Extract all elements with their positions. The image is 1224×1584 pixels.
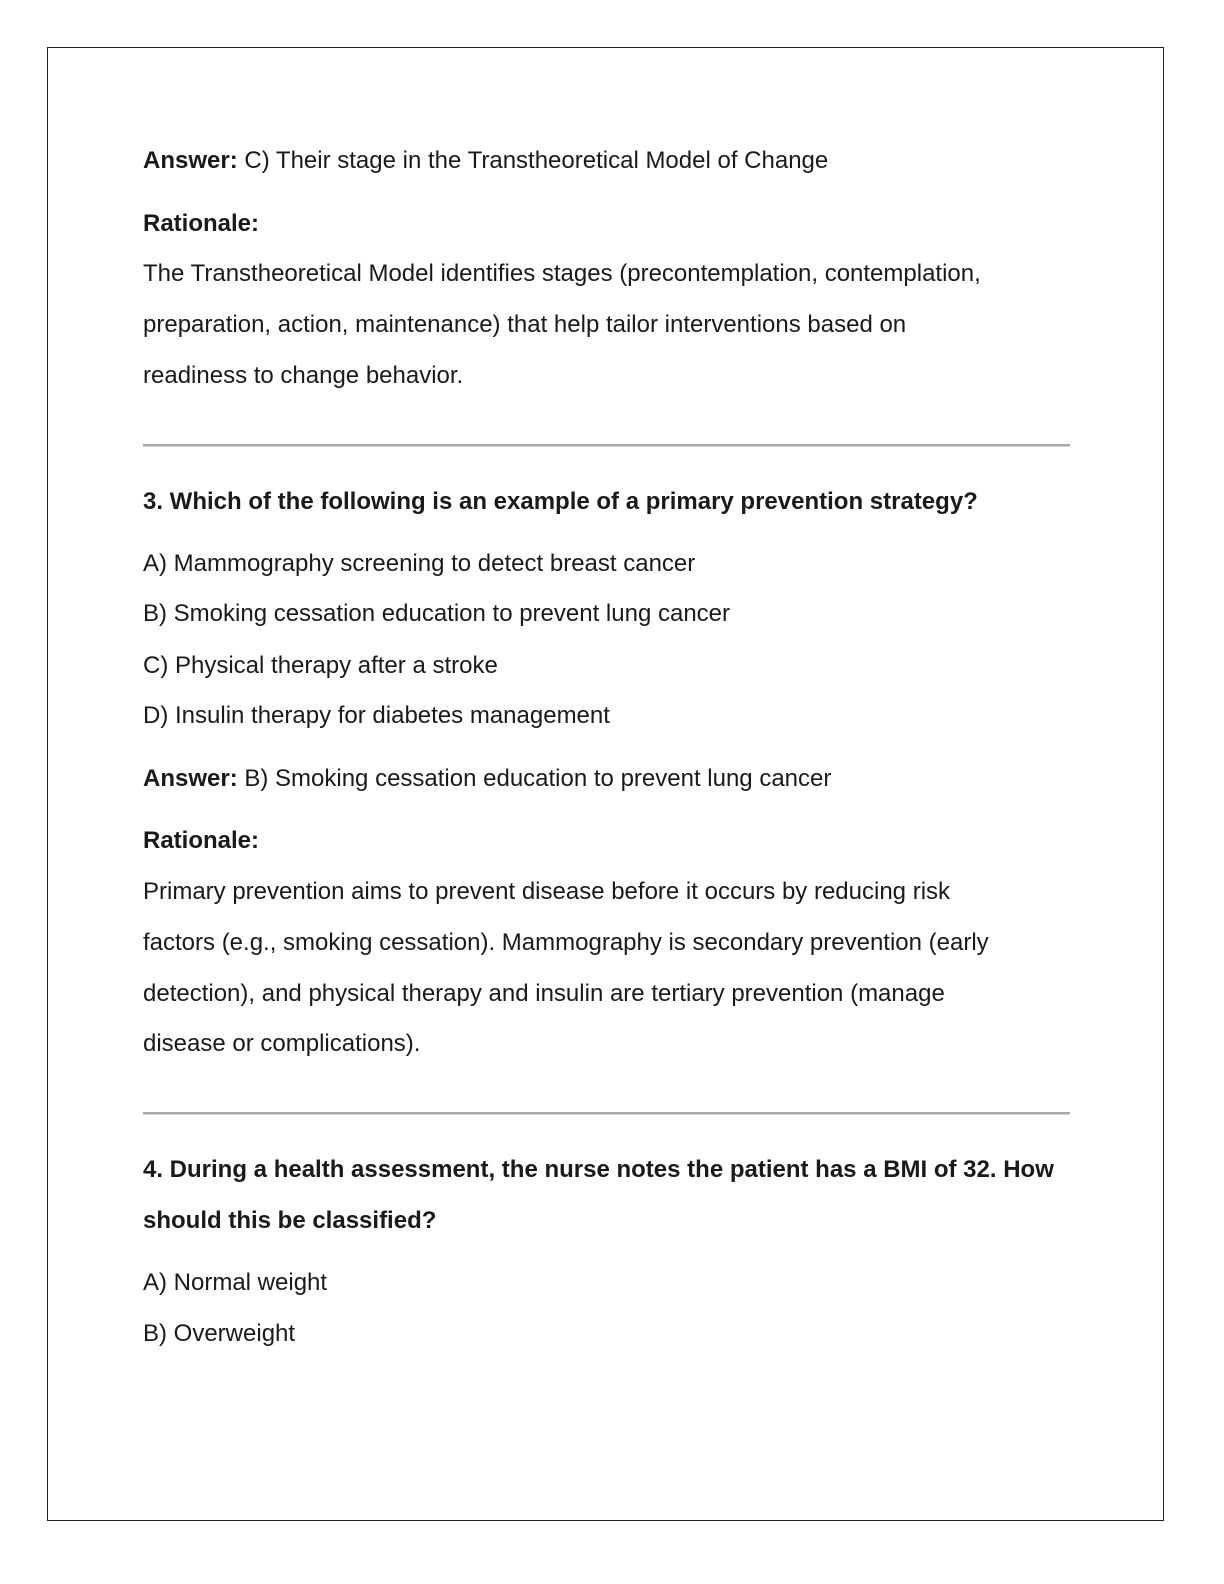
q2-rationale-line: The Transtheoretical Model identifies stages (precontemplation, contemplation, xyxy=(143,260,981,287)
q3-answer-text: B) Smoking cessation education to prevent lung cancer xyxy=(237,765,832,792)
q3-option-a: A) Mammography screening to detect breast cancer xyxy=(143,550,696,577)
q2-answer xyxy=(143,146,828,176)
q3-option-c: C) Physical therapy after a stroke xyxy=(143,652,498,679)
q2-rationale-line: preparation, action, maintenance) that help tailor interventions based on xyxy=(143,311,907,338)
q3-rationale-line: detection), and physical therapy and insulin are tertiary prevention (manage xyxy=(143,980,945,1007)
q4-question-line: 4. During a health assessment, the nurse notes the patient has a BMI of 32. How xyxy=(143,1156,1054,1183)
q3-rationale-label: Rationale: xyxy=(143,827,260,854)
section-divider xyxy=(143,444,1070,447)
q4-option-b: B) Overweight xyxy=(143,1320,296,1347)
q2-rationale-line: readiness to change behavior. xyxy=(143,362,464,389)
q3-rationale-line: factors (e.g., smoking cessation). Mammography is secondary prevention (early xyxy=(143,929,989,956)
q2-answer-text: C) Their stage in the Transtheoretical Model of Change xyxy=(237,147,829,174)
q3-option-b: B) Smoking cessation education to prevent lung cancer xyxy=(143,600,731,627)
q3-rationale-line: disease or complications). xyxy=(143,1030,421,1057)
q2-answer-label: Answer: xyxy=(143,147,238,174)
q3-option-d: D) Insulin therapy for diabetes management xyxy=(143,702,610,729)
q4-question-line: should this be classified? xyxy=(143,1207,437,1234)
q3-answer-label: Answer: xyxy=(143,765,238,792)
section-divider xyxy=(143,1112,1070,1115)
q3-question: 3. Which of the following is an example of a primary prevention strategy? xyxy=(143,488,978,515)
q4-option-a: A) Normal weight xyxy=(143,1269,328,1296)
q3-rationale-line: Primary prevention aims to prevent disease before it occurs by reducing risk xyxy=(143,878,951,905)
q2-rationale-label: Rationale: xyxy=(143,210,260,237)
q3-answer xyxy=(143,764,831,794)
